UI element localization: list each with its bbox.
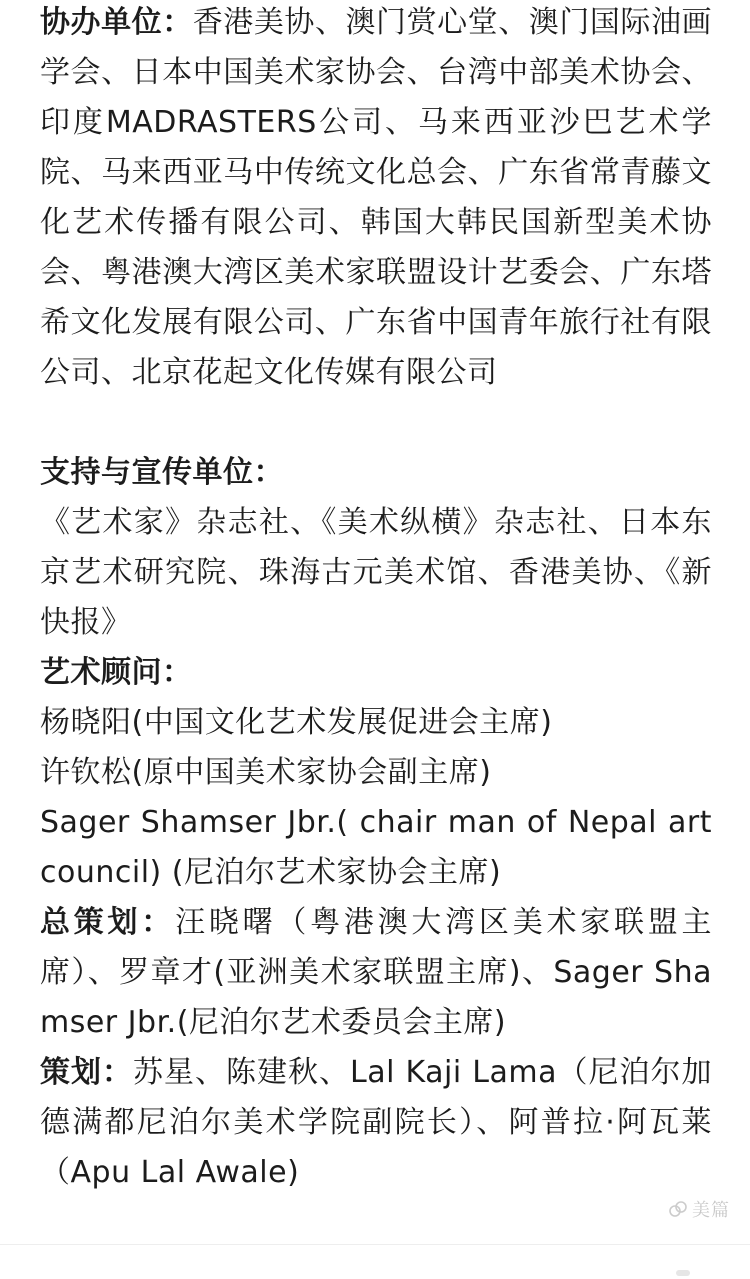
co-organizers-label: 协办单位： <box>40 5 193 40</box>
co-organizers-paragraph <box>40 0 712 398</box>
meipian-logo-icon <box>668 1199 688 1219</box>
advisor-item-2: 许钦松(原中国美术家协会副主席) <box>40 755 492 790</box>
advisors-label: 艺术顾问： <box>40 655 193 690</box>
supporters-label: 支持与宣传单位： <box>40 455 284 490</box>
scroll-indicator <box>676 1270 690 1276</box>
chief-planners-label: 总策划： <box>40 905 176 940</box>
planners-label: 策划： <box>40 1055 134 1090</box>
planners-paragraph <box>40 1048 712 1198</box>
article-body <box>40 0 712 1198</box>
watermark-text: 美篇 <box>692 1200 730 1221</box>
advisor-item-3: Sager Shamser Jbr.( chair man of Nepal art council) (尼泊尔艺术家协会主席) <box>40 805 712 890</box>
advisor-item-1: 杨晓阳(中国文化艺术发展促进会主席) <box>40 705 553 740</box>
bottom-divider <box>0 1244 750 1245</box>
supporters-text: 《艺术家》杂志社、《美术纵横》杂志社、日本东京艺术研究院、珠海古元美术馆、香港美协、《新快报》 <box>40 505 712 640</box>
chief-planners-text: 汪晓曙（粤港澳大湾区美术家联盟主席）、罗章才(亚洲美术家联盟主席)、Sager Shamser Jbr.(尼泊尔艺术委员会主席) <box>40 905 713 1040</box>
paragraph-spacer <box>40 398 712 448</box>
watermark <box>668 1196 730 1222</box>
co-organizers-text: 香港美协、澳门赏心堂、澳门国际油画学会、日本中国美术家协会、台湾中部美术协会、印度MADRASTERS公司、马来西亚沙巴艺术学院、马来西亚马中传统文化总会、广东省常青藤文化艺术传播有限公司、韩国大韩民国新型美术协会、粤港澳大湾区美术家联盟设计艺委会、广东塔希文化发展有限公司、广东省中国青年旅行社有限公司、北京花起文化传媒有限公司 <box>40 5 713 390</box>
planners-text: 苏星、陈建秋、Lal Kaji Lama（尼泊尔加德满都尼泊尔美术学院副院长）、阿普拉·阿瓦莱（Apu Lal Awale) <box>40 1055 712 1190</box>
chief-planners-paragraph <box>40 898 712 1048</box>
